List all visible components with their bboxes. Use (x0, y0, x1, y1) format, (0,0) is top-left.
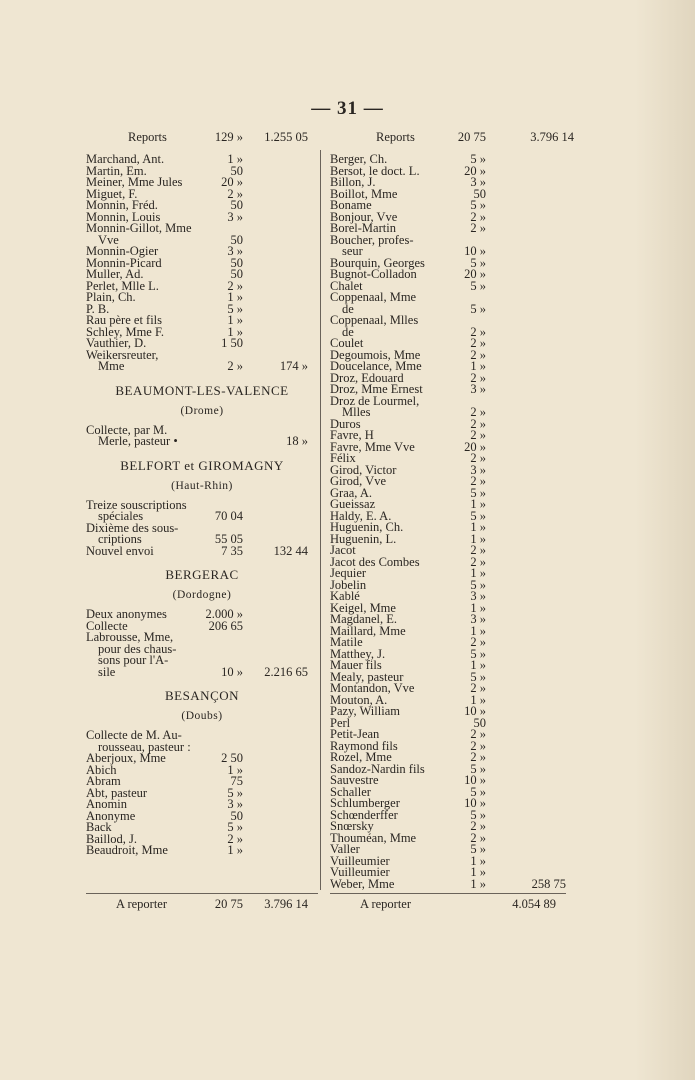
entry-name: Sandoz-Nardin fils (330, 761, 425, 776)
entry-row (86, 223, 318, 235)
entry-name: Vuilleumier (330, 853, 390, 868)
entry-amount: 3 » (470, 462, 486, 477)
entry-name: pour des chaus- (98, 641, 177, 656)
entry-name: Huguenin, L. (330, 531, 397, 546)
section-subtitle: (Doubs) (181, 710, 223, 722)
entry-name: Chalet (330, 278, 363, 293)
entry-amount: 5 » (227, 785, 243, 800)
entry-row (86, 753, 318, 765)
entry-amount: 1 » (470, 692, 486, 707)
entry-name: Abram (86, 774, 121, 788)
entry-name: Bonjour, Vve (330, 209, 398, 224)
entry-name: Mealy, pasteur (330, 669, 404, 684)
entry-amount: 2 » (470, 451, 486, 465)
entry-name: Magdanel, E. (330, 612, 397, 626)
entry-amount: 20 » (464, 439, 486, 454)
entry-amount: 2 » (227, 359, 243, 373)
reports-row-left (86, 130, 318, 154)
entry-amount: 2 » (470, 428, 486, 442)
entry-name: Félix (330, 451, 356, 465)
entry-amount: 5 » (470, 278, 486, 293)
entry-name: Pazy, William (330, 704, 400, 718)
entry-amount: 1 » (227, 152, 243, 166)
entry-row (330, 407, 566, 419)
entry-name: Rau père et fils (86, 313, 163, 327)
entry-amount: 1 » (470, 623, 486, 638)
entry-row (86, 664, 318, 679)
entry-name: Jacot des Combes (330, 554, 420, 569)
entry-amount: 20 » (464, 267, 486, 281)
entry-row (330, 292, 566, 304)
entry-name: Monnin-Ogier (86, 244, 159, 258)
entry-name: Plain, Ch. (86, 290, 136, 304)
entry-name: Bourquin, Georges (330, 255, 425, 270)
entry-name: Keigel, Mme (330, 600, 396, 615)
entry-amount: 5 » (470, 761, 486, 776)
section-title: BEAUMONT-LES-VALENCE (115, 382, 289, 398)
donor-list-block1 (86, 154, 318, 373)
entry-name: Raymond fils (330, 738, 398, 753)
entry-name: Weikersreuter, (86, 347, 159, 362)
section-title: BELFORT et GIROMAGNY (120, 457, 284, 473)
entry-name: Petit-Jean (330, 727, 380, 741)
entry-name: Monnin, Fréd. (86, 198, 158, 212)
entry-name: Boname (330, 198, 372, 212)
entry-amount: 3 » (227, 209, 243, 224)
entry-name: Jobelin (330, 577, 367, 592)
entry-name: Martin, Em. (86, 163, 147, 178)
section-title: BERGERAC (165, 567, 239, 582)
entry-amount: 2 » (227, 186, 243, 201)
entry-name: Aberjoux, Mme (86, 751, 166, 765)
entry-row (86, 436, 318, 448)
entry-amount: 70 04 (214, 509, 243, 523)
entry-name: Monnin-Picard (86, 255, 162, 270)
entry-amount: 2 » (470, 221, 486, 235)
entry-amount: 2 » (470, 738, 486, 753)
entry-name: Baillod, J. (86, 831, 138, 846)
entry-name: Perl (330, 715, 351, 730)
entry-amount: 2 » (470, 474, 486, 488)
entry-name: Abich (86, 762, 117, 777)
footer-label: A reporter (116, 897, 168, 911)
entry-name: Schley, Mme F. (86, 324, 165, 339)
entry-amount: 20 » (464, 163, 486, 178)
entry-name: Bugnot-Colladon (330, 267, 417, 281)
entry-name: Vauthier, D. (86, 336, 147, 350)
entry-name: Favre, H (330, 428, 374, 442)
section-subtitle: (Drome) (180, 404, 224, 417)
entry-amount: 5 » (470, 508, 486, 523)
entry-name: Droz, Edouard (330, 370, 404, 385)
entry-name: Sauvestre (330, 773, 379, 787)
entry-amount: 2 » (470, 830, 486, 845)
entry-name: Borel-Martin (330, 221, 396, 235)
entry-name: Droz de Lourmel, (330, 393, 420, 408)
entry-amount: 1 » (227, 843, 243, 857)
page-number: — 31 — (311, 98, 384, 119)
entry-name: Weber, Mme (330, 876, 395, 891)
entry-name: Billon, J. (330, 175, 376, 189)
entry-amount: 2 » (227, 831, 243, 846)
entry-name: Jequier (330, 566, 367, 580)
entry-name: Berger, Ch. (330, 152, 388, 166)
entry-row (330, 269, 566, 281)
footer-left (86, 893, 318, 916)
entry-name: Doucelance, Mme (330, 359, 422, 373)
entry-amount: 50 (230, 163, 243, 178)
entry-amount: 2 » (470, 336, 486, 350)
entry-name: Mme (98, 359, 125, 373)
reports-label: Reports (128, 130, 167, 144)
entry-amount: 1 » (470, 853, 486, 868)
entry-amount: 50 (230, 255, 243, 270)
entry-name: Coppenaal, Mme (330, 290, 417, 304)
entry-amount: 5 » (470, 842, 486, 856)
entry-name: Monnin-Gillot, Mme (86, 221, 192, 235)
footer-label: A reporter (360, 897, 412, 911)
entry-amount: 2 » (470, 554, 486, 569)
entry-name: Boillot, Mme (330, 186, 398, 201)
entry-amount: 50 (230, 808, 243, 823)
entry-amount: 1 » (470, 359, 486, 373)
entry-name: Treize souscriptions (86, 497, 187, 512)
entry-name: Deux anonymes (86, 607, 167, 621)
entry-name: Boucher, profes- (330, 232, 414, 247)
entry-name: Jacot (330, 543, 356, 557)
entry-amount: 3 » (470, 589, 486, 603)
entry-amount: 5 » (470, 807, 486, 822)
entry-name: Anonyme (86, 808, 136, 823)
entry-name: Matile (330, 635, 363, 649)
entry-name: Rozel, Mme (330, 750, 392, 764)
entry-name: rousseau, pasteur : (98, 739, 191, 754)
entry-amount: 50 (230, 267, 243, 281)
entry-amount: 10 » (221, 664, 243, 679)
entry-amount: 1 » (227, 313, 243, 327)
entry-amount: 1 » (470, 876, 486, 891)
entry-name: Valler (330, 842, 360, 856)
entry-name: Labrousse, Mme, (86, 630, 174, 644)
entry-name: de (342, 324, 354, 339)
entry-amount: 5 » (470, 301, 486, 316)
entry-amount: 5 » (470, 646, 486, 661)
donor-list-block2 (86, 422, 318, 448)
entry-name: Collecte, par M. (86, 422, 168, 437)
entry-name: Collecte (86, 618, 128, 633)
entry-row (86, 292, 318, 304)
entry-name: Maillard, Mme (330, 623, 406, 638)
entry-amount: 2 » (227, 278, 243, 293)
entry-amount: 3 » (470, 175, 486, 189)
donor-list-right (330, 154, 566, 890)
entry-name: Bersot, le doct. L. (330, 163, 420, 178)
reports-v1: 20 75 (457, 130, 486, 144)
entry-amount: 2.000 » (205, 607, 243, 621)
entry-amount: 20 » (221, 175, 243, 189)
entry-name: sile (98, 664, 116, 679)
footer-v2: 4.054 89 (512, 897, 556, 911)
footer-right (330, 893, 566, 916)
entry-amount: 50 (473, 715, 486, 730)
entry-amount: 10 » (464, 244, 486, 258)
entry-amount: 1 » (470, 497, 486, 511)
entry-row (86, 543, 318, 558)
entry-amount: 2 » (470, 209, 486, 224)
entry-name: Mauer fils (330, 658, 382, 672)
entry-amount: 75 (230, 774, 243, 788)
footer-v2: 3.796 14 (264, 897, 308, 911)
entry-name: Haldy, E. A. (330, 508, 392, 523)
entry-name: Anomin (86, 797, 127, 811)
entry-amount: 1 » (227, 324, 243, 339)
entry-amount: 1 » (470, 600, 486, 615)
entry-name: Huguenin, Ch. (330, 520, 404, 534)
entry-amount: 2 » (470, 543, 486, 557)
entry-name: Girod, Vve (330, 474, 387, 488)
entry-subtotal: 174 » (279, 359, 308, 373)
entry-amount: 5 » (470, 255, 486, 270)
entry-amount: 1 » (470, 531, 486, 546)
entry-name: Vuilleumier (330, 865, 390, 879)
entry-amount: 1 » (470, 658, 486, 672)
right-column (330, 130, 574, 891)
entry-row (330, 623, 566, 638)
reports-v1: 129 » (214, 130, 243, 144)
entry-name: P. B. (86, 301, 110, 316)
entry-name: Coppenaal, Mlles (330, 313, 419, 327)
entry-amount: 55 05 (214, 532, 243, 546)
donor-list-block5 (86, 730, 318, 857)
entry-name: Dixième des sous- (86, 520, 179, 535)
entry-amount: 2 » (470, 324, 486, 339)
entry-name: de (342, 301, 354, 316)
entry-name: criptions (98, 532, 142, 546)
entry-name: Perlet, Mlle L. (86, 278, 159, 293)
entry-amount: 5 » (470, 198, 486, 212)
entry-name: spéciales (98, 509, 144, 523)
entry-amount: 2 » (470, 819, 486, 833)
entry-row (330, 577, 566, 592)
entry-row (86, 845, 318, 857)
entry-name: Meiner, Mme Jules (86, 175, 183, 189)
entry-amount: 5 » (470, 577, 486, 592)
reports-v2: 3.796 14 (530, 130, 574, 144)
section-subtitle: (Haut-Rhin) (171, 479, 233, 492)
reports-v2: 1.255 05 (264, 130, 308, 144)
entry-amount: 1 » (227, 762, 243, 777)
entry-name: Degoumois, Mme (330, 347, 421, 362)
entry-name: Beaudroit, Mme (86, 843, 168, 857)
entry-amount: 2 » (470, 727, 486, 741)
footer-v1: 20 75 (214, 897, 243, 911)
entry-name: sons pour l'A- (98, 653, 169, 667)
entry-name: Monnin, Louis (86, 209, 161, 224)
entry-amount: 3 » (470, 382, 486, 396)
entry-amount: 1 50 (221, 336, 243, 350)
entry-row (330, 315, 566, 327)
entry-amount: 5 » (470, 152, 486, 166)
section-subtitle: (Dordogne) (172, 589, 232, 601)
entry-amount: 50 (230, 198, 243, 212)
entry-amount: 50 (230, 232, 243, 247)
entry-name: Miguet, F. (86, 186, 138, 201)
entry-amount: 3 » (227, 797, 243, 811)
entry-amount: 5 » (227, 301, 243, 316)
entry-name: Collecte de M. Au- (86, 728, 182, 742)
entry-name: Duros (330, 416, 361, 431)
entry-name: seur (342, 244, 363, 258)
entry-row (330, 439, 566, 454)
entry-amount: 10 » (464, 796, 486, 810)
entry-name: Schœnderffer (330, 807, 398, 822)
entry-amount: 2 » (470, 370, 486, 385)
entry-name: Coulet (330, 336, 364, 350)
entry-amount: 2 » (470, 750, 486, 764)
entry-amount: 2 » (470, 347, 486, 362)
entry-amount: 2 50 (221, 751, 243, 765)
donor-list-block3 (86, 497, 318, 558)
entry-row (330, 324, 566, 339)
entry-amount: 10 » (464, 704, 486, 718)
donor-list-block4 (86, 609, 318, 678)
entry-row (330, 830, 566, 845)
entry-amount: 10 » (464, 773, 486, 787)
entry-amount: 5 » (470, 784, 486, 799)
entry-name: Kablé (330, 589, 360, 603)
entry-name: Schlumberger (330, 796, 400, 810)
entry-amount: 7 35 (221, 543, 243, 558)
entry-row (86, 361, 318, 373)
entry-name: Mlles (342, 405, 371, 419)
entry-name: Droz, Mme Ernest (330, 382, 423, 396)
left-column (86, 130, 318, 857)
entry-row (330, 232, 566, 247)
entry-name: Favre, Mme Vve (330, 439, 415, 454)
entry-amount: 3 » (470, 612, 486, 626)
entry-amount: 2 » (470, 405, 486, 419)
reports-label: Reports (376, 130, 415, 144)
entry-amount: 1 » (227, 290, 243, 304)
entry-amount: 3 » (227, 244, 243, 258)
entry-amount: 1 » (470, 520, 486, 534)
entry-name: Muller, Ad. (86, 267, 144, 281)
paper-edge-shadow (635, 0, 695, 1080)
entry-amount: 2 » (470, 416, 486, 431)
entry-amount: 2 » (470, 635, 486, 649)
entry-name: Matthey, J. (330, 646, 386, 661)
entry-name: Merle, pasteur • (98, 434, 178, 448)
reports-row-right (330, 130, 574, 154)
entry-subtotal: 132 44 (273, 543, 308, 558)
entry-name: Back (86, 820, 112, 834)
entry-amount: 5 » (470, 485, 486, 500)
entry-name: Mouton, A. (330, 692, 388, 707)
entry-name: Abt, pasteur (86, 785, 148, 800)
entry-row (330, 876, 566, 891)
entry-name: Schaller (330, 784, 371, 799)
entry-name: Thouméan, Mme (330, 830, 417, 845)
entry-amount: 5 » (470, 669, 486, 684)
entry-row (86, 808, 318, 823)
entry-amount: 2 » (470, 681, 486, 695)
entry-amount: 50 (473, 186, 486, 201)
entry-amount: 1 » (470, 566, 486, 580)
entry-name: Vve (98, 232, 119, 247)
entry-name: Montandon, Vve (330, 681, 415, 695)
entry-subtotal: 2.216 65 (264, 664, 308, 679)
entry-amount: 206 65 (208, 618, 243, 633)
entry-name: Graa, A. (330, 485, 372, 500)
entry-amount: 5 » (227, 820, 243, 834)
entry-name: Marchand, Ant. (86, 152, 165, 166)
entry-name: Snœrsky (330, 819, 374, 833)
entry-amount: 1 » (470, 865, 486, 879)
entry-name: Gueissaz (330, 497, 376, 511)
entry-subtotal: 258 75 (531, 876, 566, 891)
entry-name: Girod, Victor (330, 462, 397, 477)
entry-name: Nouvel envoi (86, 543, 154, 558)
column-divider (320, 150, 321, 890)
section-title: BESANÇON (164, 688, 240, 703)
entry-subtotal: 18 » (286, 434, 308, 448)
entry-row (330, 706, 566, 718)
entry-row (330, 531, 566, 546)
